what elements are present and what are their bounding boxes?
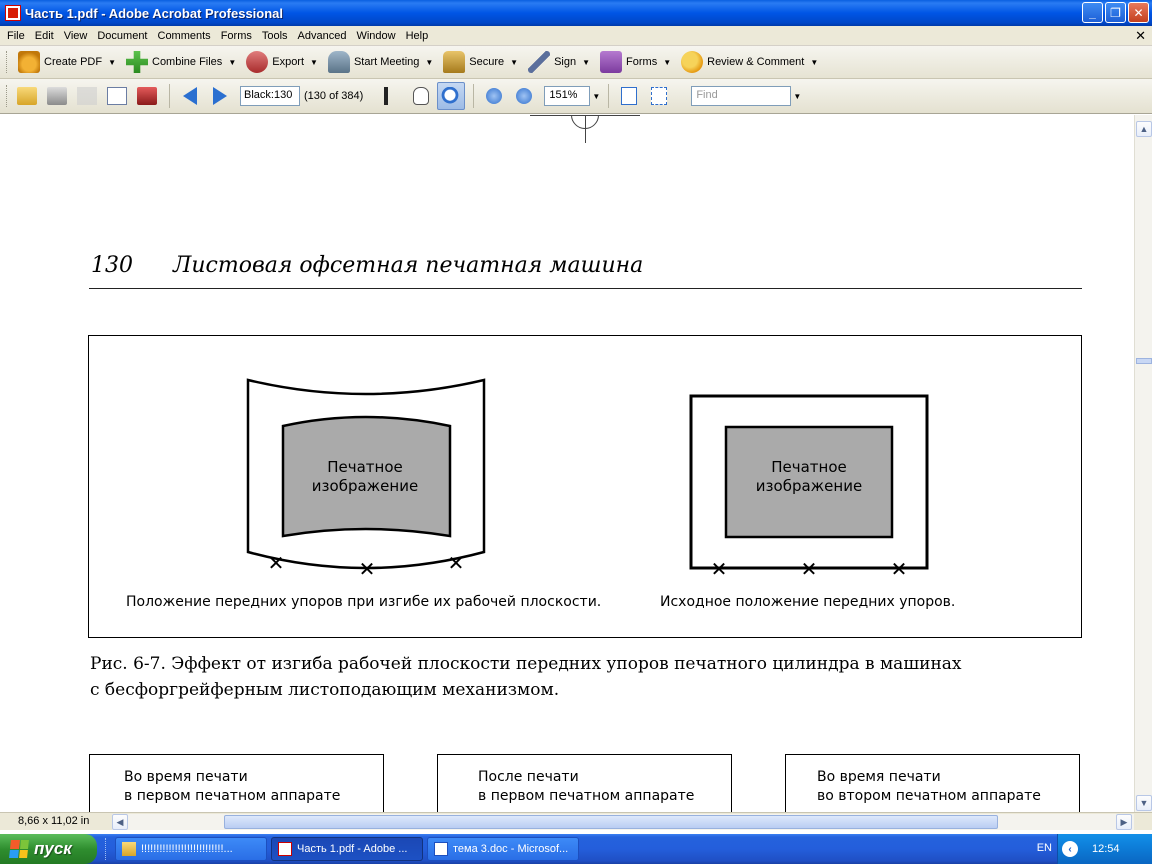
vertical-scroll-thumb[interactable] <box>1136 358 1152 364</box>
chevron-down-icon: ▼ <box>108 57 116 67</box>
taskbar <box>0 834 1152 864</box>
scroll-up-icon[interactable]: ▲ <box>1136 121 1152 137</box>
page-size-readout: 8,66 x 11,02 in <box>18 815 90 827</box>
figure-title-line: с бесфоргрейферным листоподающим механизмом. <box>90 680 560 700</box>
menu-document[interactable]: Document <box>97 29 148 42</box>
front-lay-mark: ✕ <box>710 557 728 581</box>
create-pdf-icon <box>18 51 40 73</box>
vertical-scrollbar[interactable] <box>1134 115 1152 812</box>
zoom-out-button[interactable] <box>480 82 508 110</box>
scroll-down-icon[interactable]: ▼ <box>1136 795 1152 811</box>
crop-mark <box>585 115 586 143</box>
right-inner-label-2: изображение <box>755 477 863 495</box>
taskbar-item-acrobat[interactable] <box>271 837 423 861</box>
chapter-title: Листовая офсетная печатная машина <box>173 253 644 278</box>
combine-files-button[interactable] <box>121 49 241 75</box>
minimize-button[interactable]: _ <box>1082 2 1103 23</box>
windows-logo-icon <box>9 840 29 858</box>
combine-files-icon <box>126 51 148 73</box>
stage-box-line: в первом печатном аппарате <box>478 788 695 804</box>
email-button[interactable] <box>103 82 131 110</box>
front-lay-mark: ✕ <box>358 557 376 581</box>
stage-box-line: После печати <box>478 769 579 785</box>
stage-box-line: в первом печатном аппарате <box>124 788 341 804</box>
create-pdf-button[interactable] <box>13 49 121 75</box>
chevron-down-icon: ▼ <box>663 57 672 67</box>
taskbar-item-folder[interactable] <box>115 837 267 861</box>
window-controls <box>1082 2 1149 23</box>
folder-icon <box>122 842 136 856</box>
horizontal-scroll-thumb[interactable] <box>224 815 998 829</box>
pdf-icon <box>278 842 292 856</box>
menu-window[interactable]: Window <box>356 29 396 42</box>
taskbar-item-word[interactable] <box>427 837 579 861</box>
meeting-icon <box>328 51 350 73</box>
chevron-down-icon: ▼ <box>582 57 591 67</box>
taskbar-grip[interactable] <box>105 838 109 860</box>
status-bar <box>0 812 1152 830</box>
fit-page-button[interactable] <box>615 82 643 110</box>
start-label: пуск <box>34 839 72 858</box>
toolbar-grip[interactable] <box>6 51 9 73</box>
fit-page-icon <box>621 87 637 105</box>
document-page[interactable] <box>0 115 1134 812</box>
stage-box-line: Во время печати <box>817 769 941 785</box>
hand-tool-button[interactable] <box>407 82 435 110</box>
navigation-toolbar <box>0 79 1152 114</box>
bridge-icon <box>137 87 157 105</box>
arrow-left-icon <box>183 87 197 105</box>
folder-open-icon <box>17 87 37 105</box>
show-hidden-icons-icon[interactable]: ‹ <box>1062 841 1078 857</box>
stage-box <box>785 754 1080 812</box>
pen-icon <box>528 51 550 73</box>
forms-button[interactable] <box>595 49 676 75</box>
combine-files-label: Combine Files <box>152 56 223 68</box>
open-button[interactable] <box>13 82 41 110</box>
horizontal-scrollbar[interactable] <box>112 814 1134 830</box>
separator <box>169 84 170 108</box>
running-head <box>91 253 643 278</box>
previous-page-button[interactable] <box>176 82 204 110</box>
system-tray <box>1057 834 1152 864</box>
start-meeting-button[interactable] <box>323 49 438 75</box>
export-button[interactable] <box>241 49 323 75</box>
select-tool-button[interactable] <box>377 82 405 110</box>
window-title: Часть 1.pdf - Adobe Acrobat Professional <box>25 5 284 21</box>
menu-advanced[interactable]: Advanced <box>297 29 347 42</box>
printer-icon <box>47 87 67 105</box>
restore-button[interactable]: ❐ <box>1105 2 1126 23</box>
review-comment-icon <box>681 51 703 73</box>
word-icon <box>434 842 448 856</box>
front-lay-mark: ✕ <box>890 557 908 581</box>
magnifier-icon <box>441 87 461 105</box>
acrobat-app-icon <box>5 5 21 21</box>
taskbar-item-label: !!!!!!!!!!!!!!!!!!!!!!!!!!!... <box>141 843 233 855</box>
zoom-level-input[interactable]: 151% <box>544 86 590 106</box>
figure-caption-left: Положение передних упоров при изгибе их рабочей плоскости. <box>126 594 602 610</box>
figure-caption-right: Исходное положение передних упоров. <box>660 594 956 610</box>
menu-forms[interactable]: Forms <box>220 29 252 42</box>
right-inner-label-1: Печатное <box>771 458 847 476</box>
sign-button[interactable] <box>523 49 595 75</box>
save-icon <box>77 87 97 105</box>
menu-bar <box>0 26 1152 46</box>
marquee-zoom-button[interactable] <box>437 82 465 110</box>
toolbar-grip[interactable] <box>6 85 9 107</box>
figure-box <box>88 335 1082 638</box>
front-lay-mark: ✕ <box>267 551 285 575</box>
zoom-in-icon <box>516 88 532 104</box>
print-button[interactable] <box>43 82 71 110</box>
separator <box>608 84 609 108</box>
fit-width-button[interactable] <box>645 82 673 110</box>
create-pdf-label: Create PDF <box>44 56 103 68</box>
menu-edit[interactable]: Edit <box>34 29 54 42</box>
figure-title <box>90 651 1050 703</box>
find-input[interactable]: Find <box>691 86 791 106</box>
scroll-right-icon[interactable]: ▶ <box>1116 814 1132 830</box>
taskbar-item-label: тема 3.doc - Microsof... <box>453 843 569 855</box>
taskbar-item-label: Часть 1.pdf - Adobe ... <box>297 843 408 855</box>
start-meeting-label: Start Meeting <box>353 56 420 68</box>
secure-label: Secure <box>469 56 505 68</box>
scroll-left-icon[interactable]: ◀ <box>112 814 128 830</box>
stage-box-line: Во время печати <box>124 769 248 785</box>
chevron-down-icon: ▼ <box>810 57 819 67</box>
figure-title-line: Рис. 6-7. Эффект от изгиба рабочей плоскости передних упоров печатного цилиндра в машинах <box>90 654 962 674</box>
menu-comments[interactable]: Comments <box>157 29 211 42</box>
forms-label: Forms <box>626 56 658 68</box>
chevron-down-icon: ▼ <box>228 57 237 67</box>
tasks-toolbar <box>0 46 1152 79</box>
export-label: Export <box>272 56 305 68</box>
next-page-button[interactable] <box>206 82 234 110</box>
chevron-down-icon: ▼ <box>310 57 318 67</box>
menu-view[interactable]: View <box>63 29 88 42</box>
front-lay-mark: ✕ <box>447 551 465 575</box>
forms-icon <box>600 51 622 73</box>
menu-file[interactable]: File <box>7 29 25 42</box>
menu-tools[interactable]: Tools <box>261 29 288 42</box>
zoom-dropdown-icon[interactable]: ▼ <box>592 91 601 101</box>
zoom-in-button[interactable] <box>510 82 538 110</box>
document-close-icon[interactable]: ✕ <box>1135 28 1146 43</box>
sign-label: Sign <box>554 56 577 68</box>
clock[interactable]: 12:54 <box>1092 843 1120 855</box>
title-bar <box>0 0 1152 26</box>
stage-box <box>89 754 384 812</box>
review-comment-button[interactable] <box>676 49 823 75</box>
header-rule <box>89 288 1082 289</box>
start-button[interactable] <box>0 834 97 864</box>
stage-box <box>437 754 732 812</box>
chevron-down-icon: ▼ <box>510 57 519 67</box>
arrow-right-icon <box>213 87 227 105</box>
language-indicator[interactable]: EN <box>1036 842 1052 854</box>
hand-icon <box>413 87 429 105</box>
export-icon <box>246 51 268 73</box>
page-count: (130 of 384) <box>304 90 364 102</box>
zoom-out-icon <box>486 88 502 104</box>
front-lay-mark: ✕ <box>800 557 818 581</box>
find-dropdown-icon[interactable]: ▼ <box>793 91 802 101</box>
cursor-select-icon <box>384 87 398 105</box>
close-button[interactable]: ✕ <box>1128 2 1149 23</box>
lock-icon <box>443 51 465 73</box>
menu-help[interactable]: Help <box>405 29 429 42</box>
separator <box>473 84 474 108</box>
secure-button[interactable] <box>438 49 523 75</box>
chevron-down-icon: ▼ <box>425 57 434 67</box>
email-icon <box>107 87 127 105</box>
left-inner-label-2: изображение <box>311 477 419 495</box>
save-button[interactable] <box>73 82 101 110</box>
page-number-input[interactable]: Black:130 <box>240 86 300 106</box>
fit-width-icon <box>651 87 667 105</box>
review-comment-label: Review & Comment <box>707 56 805 68</box>
stage-box-line: во втором печатном аппарате <box>817 788 1041 804</box>
page-number: 130 <box>91 253 133 278</box>
bridge-button[interactable] <box>133 82 161 110</box>
left-inner-label-1: Печатное <box>327 458 403 476</box>
